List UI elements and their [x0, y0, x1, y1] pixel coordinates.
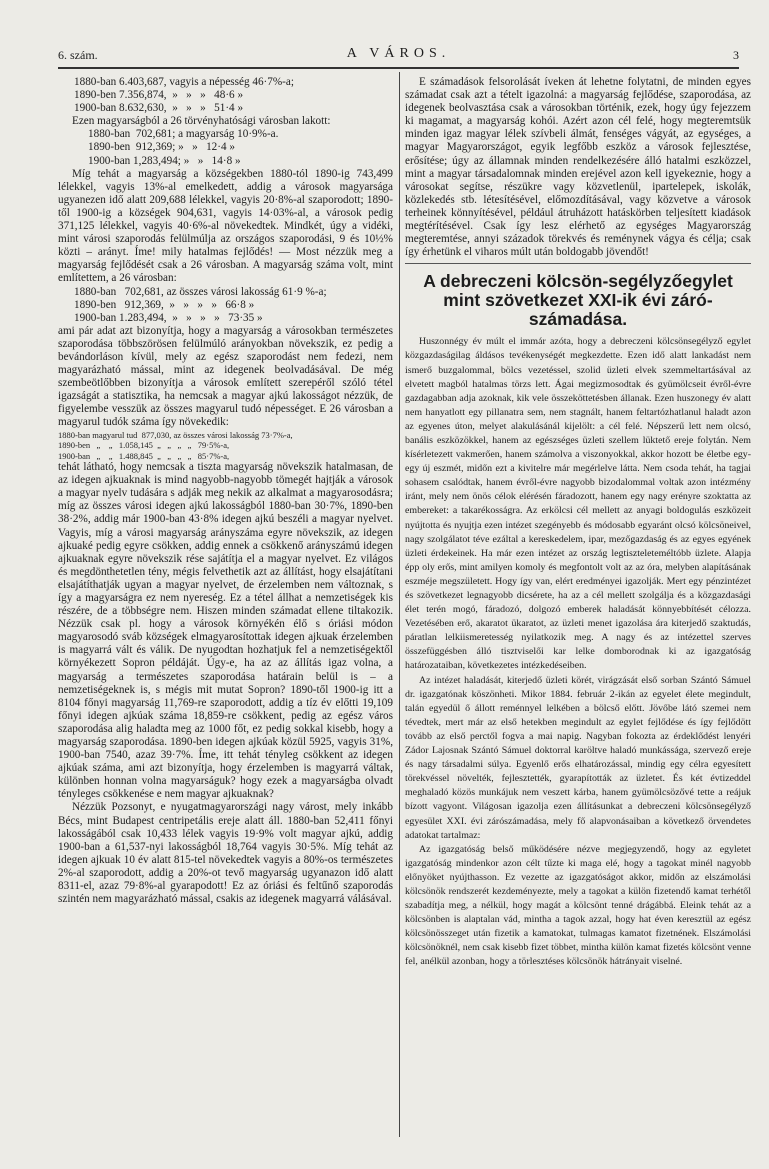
stat-line: 1900-ban 1,283,494; » » 14·8 »	[88, 154, 241, 167]
paragraph: tehát látható, hogy nemcsak a tiszta magyarság növekszik hatalmasan, de az idegen ajkuaknak is mind nagyobb-nagyobb tömegét hajtják a városok a magyar nyelv tudására s adják meg nekik az alkalmat a magyarosodásra; míg az összes városi idegen ajkú lakosságból 1880-ban 30·7%, 1890-ben 38·2%, addig már 1900-ban 43·8% idegen ajkú beszéli a magyar nyelvet. Vagyis, míg a városi magyarság arányszáma egyre növekszik, az idegen ajkuaké pedig egyre csökken, addig ennek a csökkenő arányszámú idegen ajkuaknak egyre növekszik rése sajátítja el a magyar nyelvet. Ez világos és megdönthetetlen tény, mégis felvethetik azt az állítást, hogy elsajátítani elsajátíthatják ugyan a magyar nyelvet, de érzelemben nem változnak, s így a magyarságra ez nem nyereség. Ez a tétel állhat a nemzetiségek kis részére, de a többségre nem. Hiszen minden számadat ellene tiltakozik. Nézzük csak pl. hogy a városok környékén élő s óriási módon magyarosodó sváb községek elmagyarosítottak idegen ajkuak érzelemben is magyarrá vált és válik. De nyugodtan hozhatjuk fel a nemzetiségektől környékezett Sopron példáját. Úgy-e, ha az az állítás igaz volna, a magyarság a természetes szaporodása határain belül is – a nemzetiségeknek is, s mégis mit mutat Sopron? 1890-től 1900-ig itt a 8104 főnyi magyarság 11,769-re szaporodott, addig a tíz év előtti 19,109 főnyi idegen ajkúak száma 18,859-re csökkent, pedig az egész város szaporodása alig haladta meg az 1000 főt, ez pedig sokkal kisebb, hogy a magyarság szaporodása. 1890-ben idegen ajkúak közül 5925, vagyis 31%, 1900-ban 7540, azaz 39·7%. Íme, itt tehát tényleg csökkent az idegen ajkúak száma, ami azt bizonyítja, hogy érzelemben is magyarrá váltak, különben honnan volna magyarságuk? hogy ezek a magyarságba olvadt tényleges csökkenése e nem magyar ajkuaknak?	[58, 461, 393, 801]
paragraph: Míg tehát a magyarság a községekben 1880-tól 1890-ig 743,499 lélekkel, vagyis 13%-al emelkedett, addig a városok magyarsága ugyanezen idő alatt 209,688 lélekkel, vagyis 20·8%-al szaporodott; 1890-től 1900-ig a községek 904,631, vagyis 14·03%-al, a városok pedig 371,125 lélekkel, vagyis 40·6%-al növekedtek. Mindkét, úgy a vidéki, mint városi szaporodás felülmúlja az országos szaporodási, 9 és 10½% közti – arányt. Íme! mily hatalmas fejlődés! — Most nézzük meg a magyarság fejlődését csak a 26 városban. A magyarság száma volt, mint említettem, a 26 városban:	[58, 167, 393, 285]
stat-line: 1900-ban 1.283,494, » » » » 73·35 »	[74, 311, 263, 324]
article-paragraph: Az intézet haladását, kiterjedő üzleti körét, virágzását első sorban Szántó Sámuel dr. igazgatónak köszönheti. Mikor 1884. február 2-ikán az egyelet élete megindult, talán egyedül ő állott reménnyel lelkében a bölcső előtt. Jövőbe látó szemei nem tévedtek, mert már az első hetekben megindult az egylet fejlődése és így fejlődött tovább az első perctől fogva a mai napig. Nagyban fokozta az érdeklődést lenyéri Zádor Lajosnak Szántó Sámuel doktorral karöltve haladó munkássága, szervező ereje és nagy társadalmi súlya. Egyenlő erős elhatározással, mindig egy célra egyesített törekvéssel növelték, fejlesztették, gyarapították az üzletet. És két évtizeddel meghaladó közös munkájuk nem veszett kárba, hanem gyümölcsözővé tette a reájuk bízott vagyont. Világosan igazolja ezen állításunkat a debreczeni kölcsönsegélyző egyesület XXI. évi zárószámadása, mely fő alapvonásaiban a következő örvendetes adatokat tartalmaz:	[405, 674, 751, 841]
page-header	[58, 48, 739, 68]
header-rule	[58, 67, 739, 69]
issue-number: 6. szám.	[58, 48, 98, 62]
article-paragraph: Huszonnégy év múlt el immár azóta, hogy a debreczeni kölcsönsegélyző egylet közgazdaságilag áldásos tevékenységét megkezdette. Ezen idő alatt lankadást nem ismerő buzgalommal, bölcs vezetéssel, szolid üzleti elvek szemmeltartásával az elvetett magból hatalmas törzs lett. Ágai megizmosodtak és gyümölcseit évről-évre gazdagabban adja azoknak, kik vele összeköttetésben állanak. Ezen huszonegy év alatt nem hanyatlott egy pillanatra sem, nem stagnált, hanem feltartózhatlanul haladt azon az egyenes úton, melyet alakulásánál kijelölt: a cél felé. Népszerű lett nem olcsó, banális eszközökkel, hanem az egészséges üzleti szellem lüktető ereje folytán. Nem kísérletezett vakmerően, hanem számolva a viszonyokkal, akkor hozott be életbe egy-egy új eszmét, midőn ezt a kivitelre már megérlelve látta. Nem csoda tehát, ha tagjai sohasem csalódtak, hanem évről-évre nagyobb bizodalommal voltak azon intézmény iránt, mely nem önös célok elérésén fáradozott, hanem egy nagy erényre szoktatta az embereket: a takarékosságra. Az erkölcsi cél mellett az anyagi boldogulás eszközeit nyújtotta és nyujtja ezen intézet szegényebb és módosabb egyaránt olcsó kölcsöneivel, nagy szolgálatot téve ezáltal a kereskedelem, ipar, mezőgazdaság és az egyes egyének üzleti érdekeinek. Ha már ezen intézet az ország legtiszteleteméltóbb üzlete. Alapja épp oly erős, mint amilyen komoly és megfontolt volt az az óra, melyben alapításának eszméje megszületett. Hogy így van, elért eredményei igazolják. Mert egy pénzintézet és szövetkezet legnagyobb dicsérete, ha az a cél mellett szolgálja és a közgazdasági élet terén mogó, fáradozó, dolgozó emberek haladását könnyebbítését célozza. Vezetésében erő, akaratot ükaratot, az üzleti menet igazolása ára kiterjedő szaktudás, páratlan lelkiismeretesség nyilatkozik meg. A nagy és az intézettel szerves összefüggésben álló tisztviselői kar lelke domborodnak ki az igazgatóság határozataiban, következetes intézkedéseiben.	[405, 336, 751, 672]
paragraph: Nézzük Pozsonyt, e nyugatmagyarországi nagy várost, mely inkább Bécs, mint Budapest centripetális ereje alatt áll. 1880-ban 52,411 főnyi lakosságából csak 10,433 lélek vagyis 19·9% volt magyar ajkú, addig 1900-ban a 61,537-nyi lakosságból 18,764 vagyis 30·5%. Míg tehát az idegen ajkuak 10 év alatt 815-tel növekedtek vagyis a 80%-os természetes 2%-al szaporodott, addig a 20%-ot tevő magyarság ugyanazon idő alatt 8311-el, azaz 79·8%-al gyarapodott! Ez az óriási és feltűnő szaporodás szintén nem magyarázható mással, csakis az idegenek magyarrá válásával.	[58, 801, 393, 906]
stat-line: 1900-ban 8.632,630, » » » 51·4 »	[74, 102, 244, 115]
stat-line-small: 1890-ben „ „ 1.058,145 „ „ „ „ 79·5%-a,	[58, 440, 230, 451]
paragraph: ami pár adat azt bizonyítja, hogy a magyarság a városokban természetes szaporodása többszörösen felülmúló arányokban növekszik, ez pedig a bevándorláson kívül, mely az egész szaporodást nem fedezi, nem magyarázható mással, mint az idegenek beolvadásával. De még szembeötlőbben bizonyítja a városok említett szerepéről szóló tétel igazságát a statisztika, ha nemcsak a magyar ajkú lakosságot nézzük, de figyelembe vesszük az összes magyarul tudó népességet. E 26 városban a magyarul tudók száma így növekedik:	[58, 324, 393, 429]
stat-line-small: 1900-ban „ „ 1.488,845 „ „ „ „ 85·7%-a,	[58, 450, 230, 461]
paragraph: E számadások felsorolását íveken át lehetne folytatni, de minden egyes számadat csak azt a tételt igazolná: a magyarság fejlődése, szaporodása, az idegenek beolvasztása csak a városokban történik, ezek, hogy úgy fejezzem ki magamat, a magyarság kohói. Azért azon cél felé, hogy megteremtsük minden igaz magyar lélek szívbeli álmát, fenséges vágyát, az egységes, a magyar Magyarországot, egyik legfőbb eszköz a városok fejlesztése, erősítése; úgy az államnak minden rendelkezésére álló hatalmi eszközzel, mint a magyar társadalomnak minden erejével azon kell igyekeznie, hogy a városokat segítse, részükre vagy közvetlenül, ipartelepek, iskolák, közlekedés stb. létesítésével, előmozdításával, vagy közvetve a városok terheinek könnyítésével, például átruházott hatáskörben teljesített kiadások megtérítésével. Csak így lesz elérhető az egységes Magyarország megteremtése, annyi századok törekvés és reménynek vágya és célja; csak így érhetünk el viharos múlt után boldogabb jövendőt!	[405, 76, 751, 259]
left-column	[58, 76, 393, 1151]
stat-line: 1880-ban 702,681, az összes városi lakosság 61·9 %-a;	[74, 285, 327, 298]
journal-title: A VÁROS.	[346, 46, 451, 61]
article-heading: A debreczeni kölcsön-segélyzőegylet mint szövetkezet XXI-ik évi záró-számadása.	[423, 271, 733, 330]
stat-line: 1890-ben 912,369, » » » » 66·8 »	[74, 298, 255, 311]
right-column	[405, 76, 751, 1151]
article-paragraph: Az igazgatóság belső működésére nézve megjegyzendő, hogy az egyletet igazgatóság mindenkor azon célt tűzte ki maga elé, hogy a tagokat minél nagyobb előnyöket nyújthasson. Ez vezette az igazgatóságot akkor, midőn az elszámolási kölcsönök rendszerét kezdeményezte, mely a tagokat a külön fizetendő kamat terhétől szabadítja meg, a nélkül, hogy magát a kölcsönt tenné drágábbá. Eleink tehát az a kölcsönben is alaptalan vád, mintha a tagok azzal, hogy hat éven keresztül az egész kölcsönösszeget után fizetik a kamatokat, tulmagas kamatot fizetnének. Elszámolási kölcsönöknél, nem csak kisebb fizet többet, mintha külön kamat fizetés kölcsönt venne fel, anélkül azonban, hogy a törlesztéses kölcsönök hátrányait viselné.	[405, 843, 751, 968]
stat-line-small: 1880-ban magyarul tud 877,030, az összes városi lakosság 73·7%-a,	[58, 429, 293, 440]
stat-line: 1880-ban 6.403,687, vagyis a népesség 46·7%-a;	[74, 76, 294, 88]
stat-line: 1880-ban 702,681; a magyarság 10·9%-a.	[88, 128, 279, 141]
stat-line: 1890-ben 7.356,874, » » » 48·6 »	[74, 89, 244, 102]
page-number: 3	[733, 48, 739, 62]
stat-line: 1890-ben 912,369; » » 12·4 »	[88, 141, 235, 154]
paragraph: Ezen magyarságból a 26 törvényhatósági városban lakott:	[72, 115, 331, 128]
column-divider	[399, 72, 400, 1137]
section-rule	[405, 263, 751, 264]
